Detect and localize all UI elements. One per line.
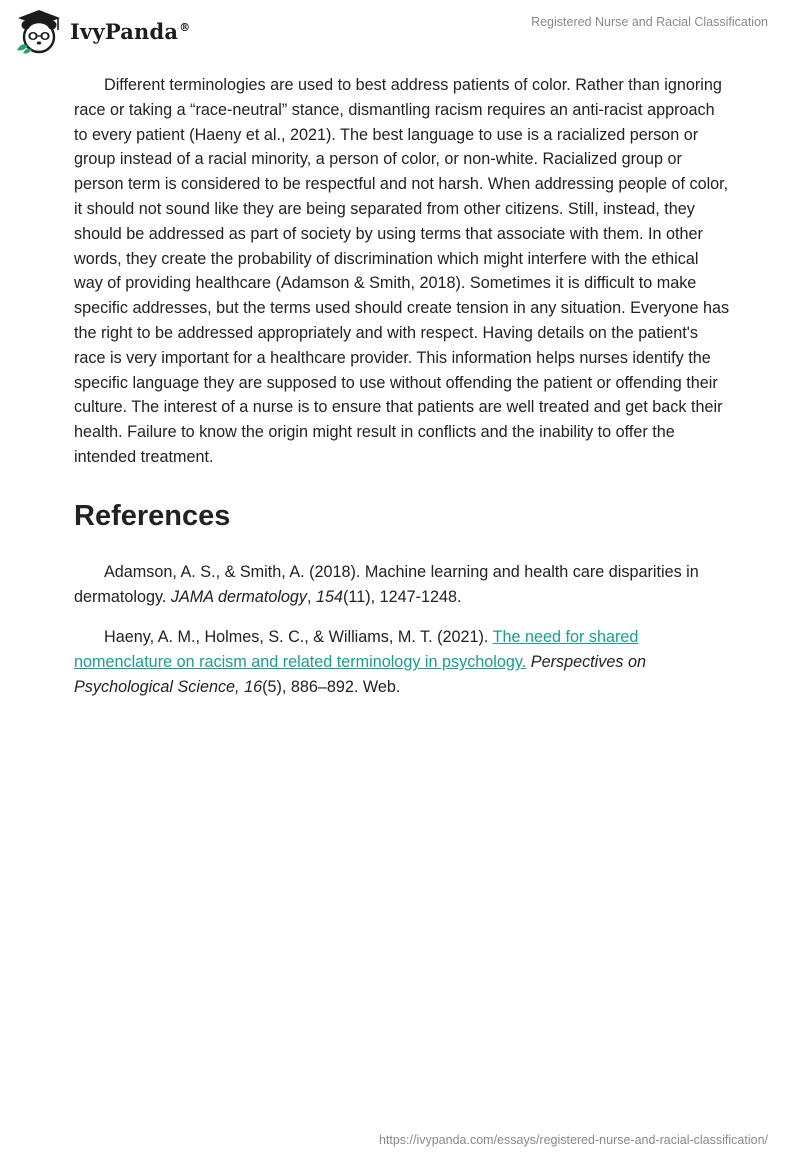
ref-authors: Adamson, A. S., & Smith, A. (2018). Machine learning and health care disparities in dermatology. [74,562,699,606]
ref-volume: 16 [244,677,263,696]
ref-journal: Perspectives on Psychological Science, [74,653,646,696]
ref-pages: (5), 886–892. Web. [262,677,401,696]
reference-item [74,625,730,699]
page-header [0,0,800,60]
references-heading: References [74,499,231,532]
panda-graduate-icon [14,8,64,54]
body-paragraph: Different terminologies are used to best address patients of color. Rather than ignoring race or taking a “race-neutral” stance, dismantling racism requires an anti-racist approach to every patient (Haeny et al., 2021). The best language to use is a racialized person or group instead of a racial minority, a person of color, or non-white. Racialized group or person term is considered to be respectful and not harsh. When addressing people of color, it should not sound like they are being separated from other citizens. Still, instead, they should be addressed as part of society by using terms that associate with them. In other words, they create the probability of discrimination which might interfere with the ethical way of providing healthcare (Adamson & Smith, 2018). Sometimes it is difficult to make specific addresses, but the terms used should create tension in any situation. Everyone has the right to be addressed appropriately and with respect. Having details on the patient's race is very important for a healthcare provider. This information helps nurses identify the specific language they are supposed to use without offending the patient or offending their culture. The interest of a nurse is to ensure that patients are well treated and get back their health. Failure to know the origin might result in conflicts and the inability to offer the intended treatment. [74,76,730,466]
ref-journal: JAMA dermatology [170,587,308,606]
reference-item [74,560,730,610]
ref-authors: Haeny, A. M., Holmes, S. C., & Williams, M. T. (2021). [104,628,493,647]
ivypanda-logo[interactable] [14,8,190,54]
source-url: https://ivypanda.com/essays/registered-nurse-and-racial-classification/ [378,1133,768,1147]
brand-name: IvyPanda® [70,18,191,44]
ref-pages: (11), 1247-1248. [343,587,462,606]
registered-mark: ® [179,20,191,34]
ref-title-link[interactable]: The need for shared nomenclature on racism and related terminology in psychology. [74,628,639,672]
ref-separator: , [307,587,317,606]
document-title: Registered Nurse and Racial Classification [531,15,768,29]
essay-content [74,73,730,700]
ref-volume: 154 [316,587,344,606]
